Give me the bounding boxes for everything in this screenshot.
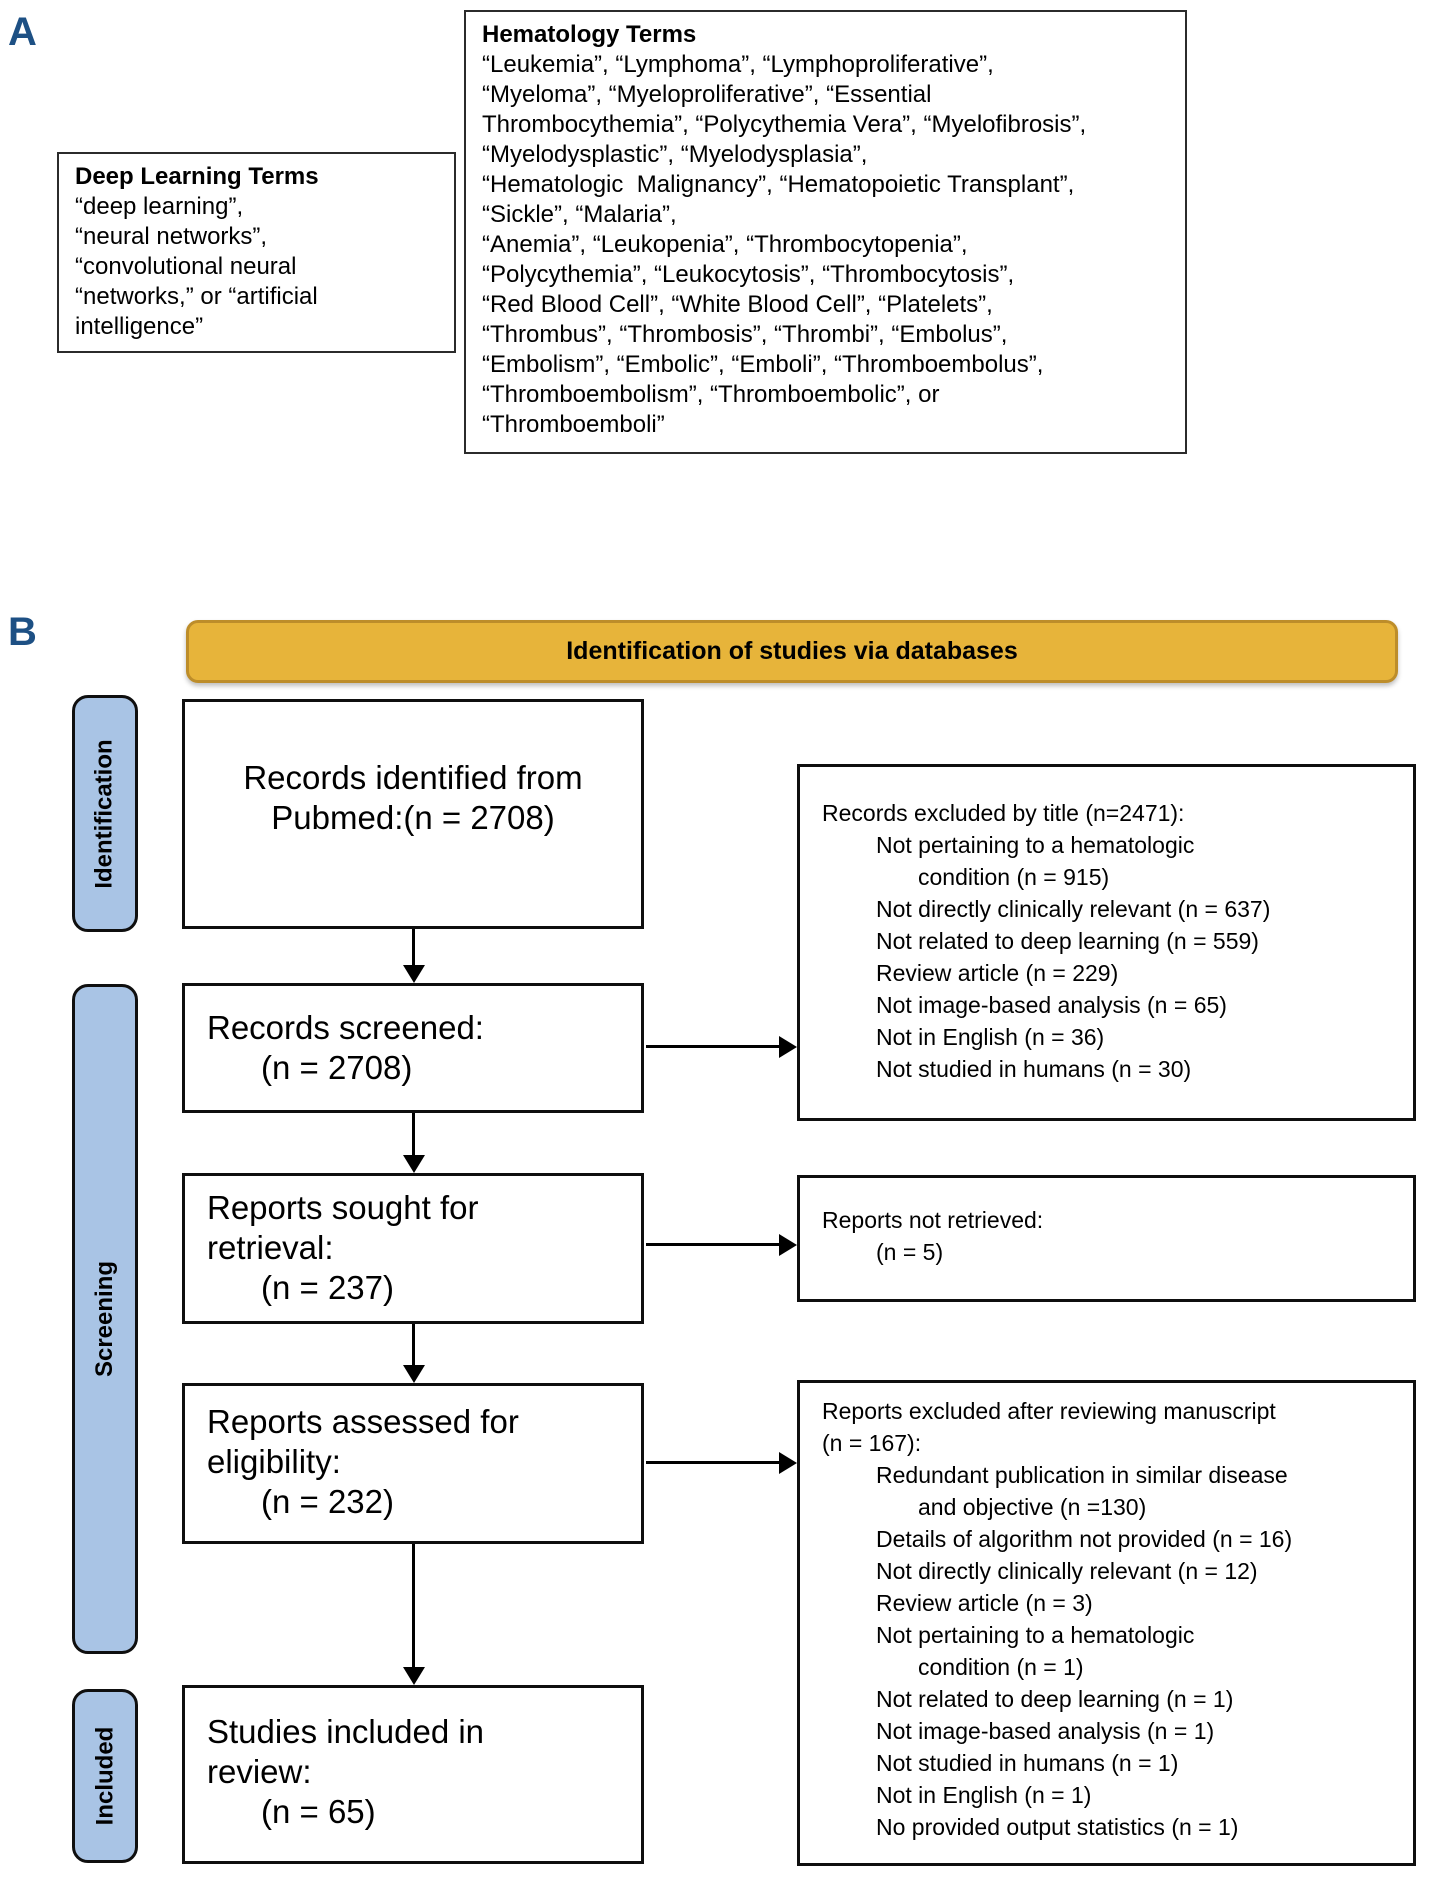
- arrow-sought-to-assessed: [412, 1324, 415, 1365]
- hematology-terms-title: Hematology Terms: [482, 21, 697, 48]
- arrow-assessed-to-excluded: [646, 1461, 779, 1464]
- banner: [186, 620, 1398, 683]
- stage-pill-screening: [72, 984, 138, 1654]
- deep-learning-terms-box: [57, 152, 456, 353]
- panel-b-label: B: [8, 610, 37, 654]
- excluded-after-review-box: Reports excluded after reviewing manuscript (n = 167): Redundant publication in similar disease and objective (n =130) Details of algorithm not provided (n = 16) Not directly clinically relevant (n = 12) Review article (n = 3) Not pertaining to a hematologic condition (n = 1) Not related to deep learning (n = 1) Not image-based analysis (n = 1) Not studied in humans (n = 1) Not in English (n = 1) No provided output statistics (n = 1): [797, 1380, 1416, 1866]
- stage-label-screening: Screening: [91, 1260, 119, 1378]
- arrow-screened-to-sought: [412, 1113, 415, 1155]
- arrow-screened-to-excluded: [646, 1045, 779, 1048]
- flow-box-reports-assessed: Reports assessed for eligibility: (n = 232): [182, 1383, 644, 1544]
- panel-a-label: A: [8, 10, 37, 54]
- arrow-identified-to-screened: [412, 929, 415, 965]
- arrow-sought-to-not-retrieved: [646, 1243, 779, 1246]
- arrow-assessed-to-included: [412, 1544, 415, 1667]
- stage-label-included: Included: [91, 1726, 119, 1826]
- flow-box-records-identified: Records identified from Pubmed:(n = 2708): [182, 699, 644, 929]
- stage-label-identification: Identification: [91, 738, 118, 889]
- flow-box-reports-sought: Reports sought for retrieval: (n = 237): [182, 1173, 644, 1324]
- stage-pill-included: [72, 1689, 138, 1863]
- banner-title: Identification of studies via databases: [566, 637, 1018, 665]
- flow-box-studies-included: Studies included in review: (n = 65): [182, 1685, 644, 1864]
- hematology-terms-list: “Leukemia”, “Lymphoma”, “Lymphoproliferative”, “Myeloma”, “Myeloproliferative”, “Essential Thrombocythemia”, “Polycythemia Vera”, “Myelofibrosis”, “Myelodysplastic”, “Myelodysplasia”, “Hematologic Malignancy”, “Hematopoietic Transplant”, “Sickle”, “Malaria”, “Anemia”, “Leukopenia”, “Thrombocytopenia”, “Polycythemia”, “Leukocytosis”, “Thrombocytosis”, “Red Blood Cell”, “White Blood Cell”, “Platelets”, “Thrombus”, “Thrombosis”, “Thrombi”, “Embolus”, “Embolism”, “Embolic”, “Emboli”, “Thromboembolus”, “Thromboembolism”, “Thromboembolic”, or “Thromboemboli”: [482, 51, 1087, 438]
- hematology-terms-box: [464, 10, 1187, 454]
- deep-learning-terms-list: “deep learning”, “neural networks”, “convolutional neural “networks,” or “artificial intelligence”: [75, 193, 318, 340]
- excluded-by-title-box: Records excluded by title (n=2471): Not pertaining to a hematologic condition (n = 915) Not directly clinically relevant (n = 637) Not related to deep learning (n = 559) Review article (n = 229) Not image-based analysis (n = 65) Not in English (n = 36) Not studied in humans (n = 30): [797, 764, 1416, 1121]
- reports-not-retrieved-box: Reports not retrieved: (n = 5): [797, 1175, 1416, 1302]
- flow-box-records-screened: Records screened: (n = 2708): [182, 983, 644, 1113]
- stage-pill-identification: [72, 695, 138, 932]
- deep-learning-terms-title: Deep Learning Terms: [75, 163, 319, 190]
